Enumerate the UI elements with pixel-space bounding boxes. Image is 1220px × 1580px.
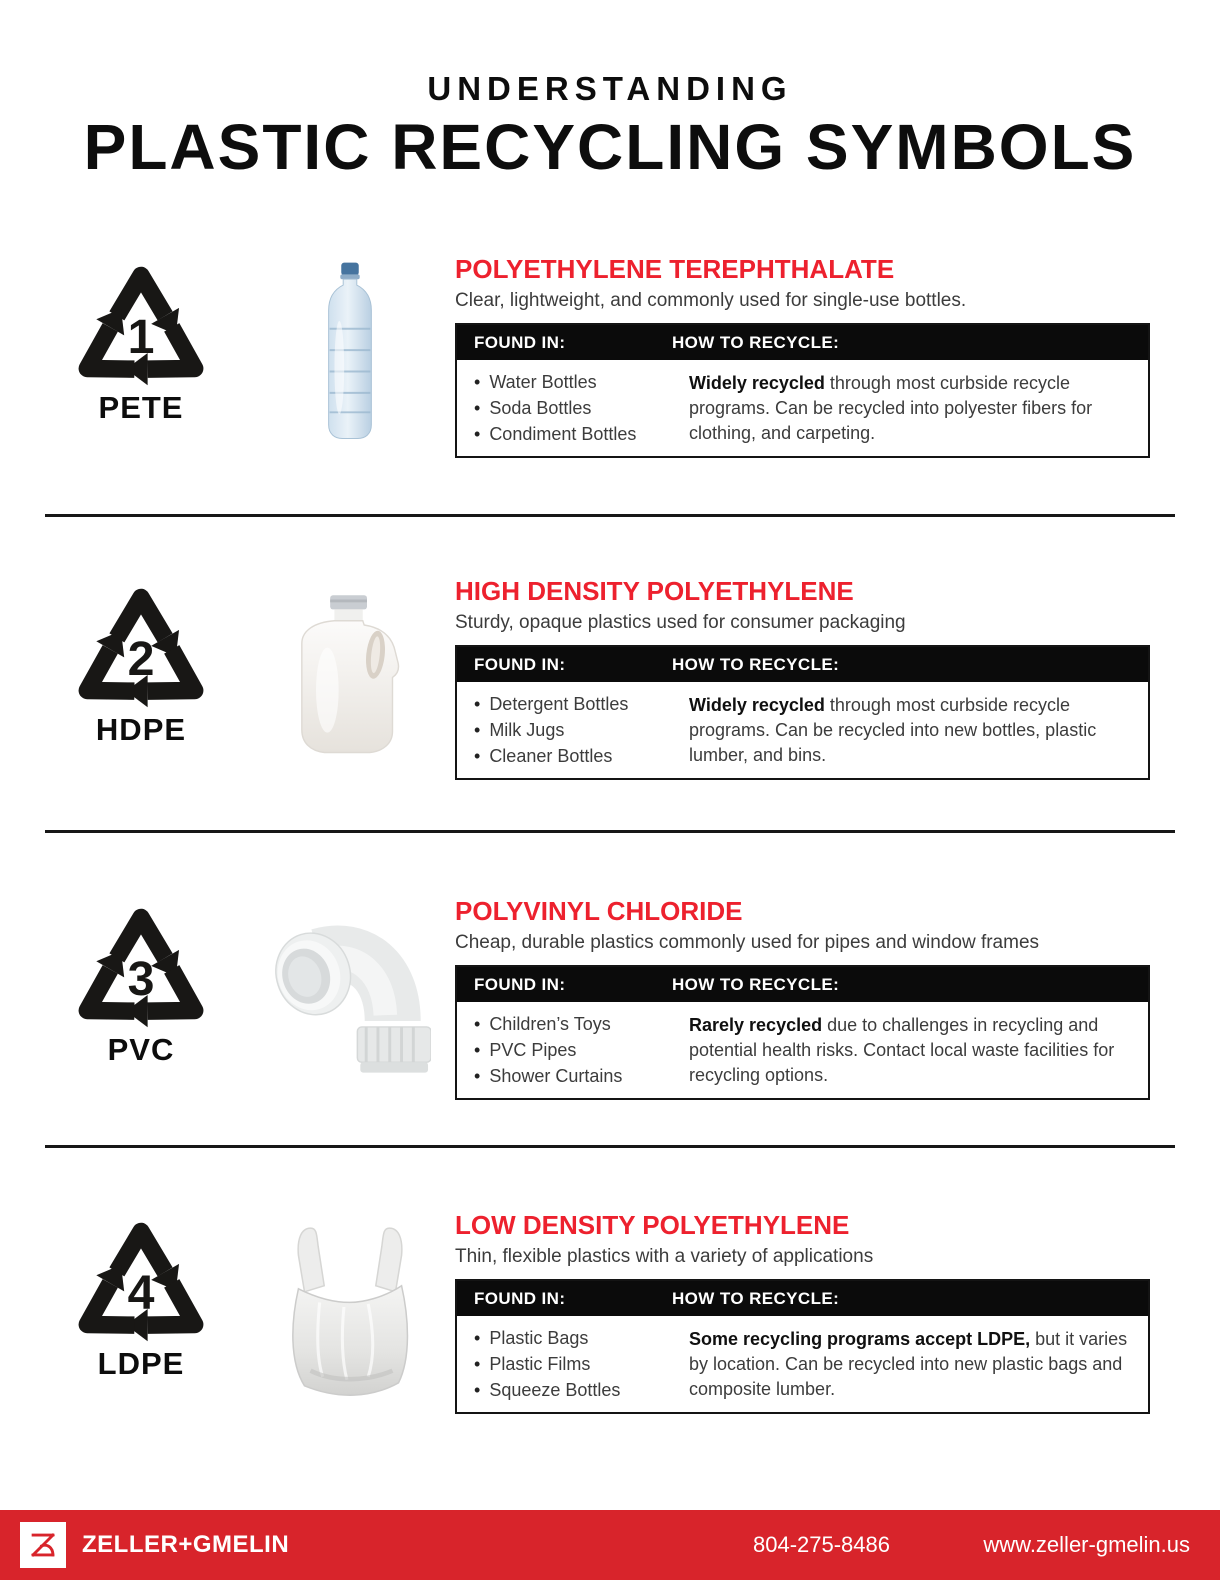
material-description: Thin, flexible plastics with a variety of applications xyxy=(455,1246,874,1267)
how-to-recycle-header: HOW TO RECYCLE: xyxy=(672,974,840,994)
zg-monogram-icon xyxy=(25,1527,61,1563)
section-divider xyxy=(45,514,1175,517)
found-in-header: FOUND IN: xyxy=(474,1288,566,1308)
section-content xyxy=(455,1206,1150,1414)
recycling-symbol-1 xyxy=(66,262,216,426)
footer-bar xyxy=(0,1510,1220,1580)
zeller-gmelin-logo xyxy=(20,1522,66,1568)
recycling-symbol-2 xyxy=(66,584,216,748)
recycle-info xyxy=(689,1011,1130,1089)
material-name: POLYVINYL CHLORIDE xyxy=(455,896,743,926)
section-content xyxy=(455,892,1150,1100)
list-item: • PVC Pipes xyxy=(474,1037,689,1063)
list-item: • Cleaner Bottles xyxy=(474,743,689,769)
recycle-info-rest: through most curbside recycle programs. Can be recycled into polyester fibers for clothing, and carpeting. xyxy=(689,373,1093,443)
material-name: HIGH DENSITY POLYETHYLENE xyxy=(455,576,854,606)
how-to-recycle-header: HOW TO RECYCLE: xyxy=(672,654,840,674)
symbol-code: HDPE xyxy=(95,712,187,747)
table-body xyxy=(457,360,1148,456)
section-content xyxy=(455,572,1150,780)
info-table xyxy=(455,965,1150,1100)
recycle-info-bold: Widely recycled xyxy=(689,373,825,393)
info-table xyxy=(455,323,1150,458)
plastic-bag-illustration xyxy=(274,1219,426,1401)
pvc-elbow-illustration xyxy=(269,915,431,1077)
recycling-symbol-3 xyxy=(66,904,216,1068)
found-in-list xyxy=(474,691,689,769)
material-description: Cheap, durable plastics commonly used for pipes and window frames xyxy=(455,932,1040,953)
symbol-number: 4 xyxy=(127,1266,155,1321)
info-table xyxy=(455,645,1150,780)
recycle-arrows-icon xyxy=(74,904,208,1030)
material-description: Sturdy, opaque plastics used for consumer packaging xyxy=(455,612,906,633)
recycle-info-rest: through most curbside recycle programs. Can be recycled into new bottles, plastic lumber, and bins. xyxy=(689,695,1097,765)
recycle-info-bold: Rarely recycled xyxy=(689,1015,823,1035)
list-item: • Shower Curtains xyxy=(474,1063,689,1089)
found-in-header: FOUND IN: xyxy=(474,332,566,352)
recycle-info xyxy=(689,369,1130,447)
symbol-code: PETE xyxy=(98,390,184,425)
header-kicker: UNDERSTANDING xyxy=(427,70,793,107)
material-description: Clear, lightweight, and commonly used for single-use bottles. xyxy=(455,290,967,311)
info-table xyxy=(455,1279,1150,1414)
found-in-list xyxy=(474,1011,689,1089)
product-image-water-bottle xyxy=(260,254,440,454)
table-header-bar xyxy=(457,967,1148,1002)
found-in-header: FOUND IN: xyxy=(474,654,566,674)
found-in-list xyxy=(474,1325,689,1403)
brand-name: ZELLER+GMELIN xyxy=(82,1531,290,1558)
symbol-code: LDPE xyxy=(97,1346,185,1381)
section-ldpe xyxy=(0,1206,1220,1416)
section-pvc xyxy=(0,892,1220,1102)
found-in-list xyxy=(474,369,689,447)
section-divider xyxy=(45,830,1175,833)
symbol-code: PVC xyxy=(107,1032,175,1067)
material-name: POLYETHYLENE TEREPHTHALATE xyxy=(455,254,895,284)
product-image-plastic-bag xyxy=(260,1210,440,1410)
recycle-info xyxy=(689,691,1130,769)
phone-number[interactable]: 804-275-8486 xyxy=(752,1532,890,1557)
how-to-recycle-header: HOW TO RECYCLE: xyxy=(672,1288,840,1308)
list-item: • Water Bottles xyxy=(474,369,689,395)
list-item: • Detergent Bottles xyxy=(474,691,689,717)
recycle-info-rest: due to challenges in recycling and potential health risks. Contact local waste facilities for recycling options. xyxy=(689,1015,1115,1085)
section-content xyxy=(455,250,1150,458)
table-header-bar xyxy=(457,1281,1148,1316)
recycle-arrows-icon xyxy=(74,1218,208,1344)
page-header xyxy=(0,70,1220,183)
list-item: • Squeeze Bottles xyxy=(474,1377,689,1403)
recycle-arrows-icon xyxy=(74,262,208,388)
table-body xyxy=(457,1002,1148,1098)
page-title: PLASTIC RECYCLING SYMBOLS xyxy=(83,111,1137,183)
found-in-header: FOUND IN: xyxy=(474,974,566,994)
how-to-recycle-header: HOW TO RECYCLE: xyxy=(672,332,840,352)
recycle-info xyxy=(689,1325,1130,1403)
water-bottle-illustration xyxy=(316,259,384,449)
section-divider xyxy=(45,1145,1175,1148)
list-item: • Plastic Films xyxy=(474,1351,689,1377)
list-item: • Milk Jugs xyxy=(474,717,689,743)
section-pete xyxy=(0,250,1220,460)
recycling-symbol-4 xyxy=(66,1218,216,1382)
list-item: • Plastic Bags xyxy=(474,1325,689,1351)
symbol-number: 1 xyxy=(127,310,155,365)
table-header-bar xyxy=(457,647,1148,682)
recycle-info-bold: Widely recycled xyxy=(689,695,825,715)
recycle-info-rest: but it varies by location. Can be recycled into new plastic bags and composite lumber. xyxy=(689,1329,1128,1399)
product-image-milk-jug xyxy=(260,576,440,776)
milk-jug-illustration xyxy=(279,591,421,761)
material-name: LOW DENSITY POLYETHYLENE xyxy=(455,1210,850,1240)
recycle-arrows-icon xyxy=(74,584,208,710)
table-header-bar xyxy=(457,325,1148,360)
symbol-number: 3 xyxy=(127,952,155,1007)
table-body xyxy=(457,682,1148,778)
list-item: • Condiment Bottles xyxy=(474,421,689,447)
website-link[interactable]: www.zeller-gmelin.us xyxy=(983,1532,1190,1557)
list-item: • Children’s Toys xyxy=(474,1011,689,1037)
list-item: • Soda Bottles xyxy=(474,395,689,421)
recycle-info-bold: Some recycling programs accept LDPE, xyxy=(689,1329,1031,1349)
table-body xyxy=(457,1316,1148,1412)
section-hdpe xyxy=(0,572,1220,782)
product-image-pvc-pipe xyxy=(260,896,440,1096)
symbol-number: 2 xyxy=(127,632,155,687)
